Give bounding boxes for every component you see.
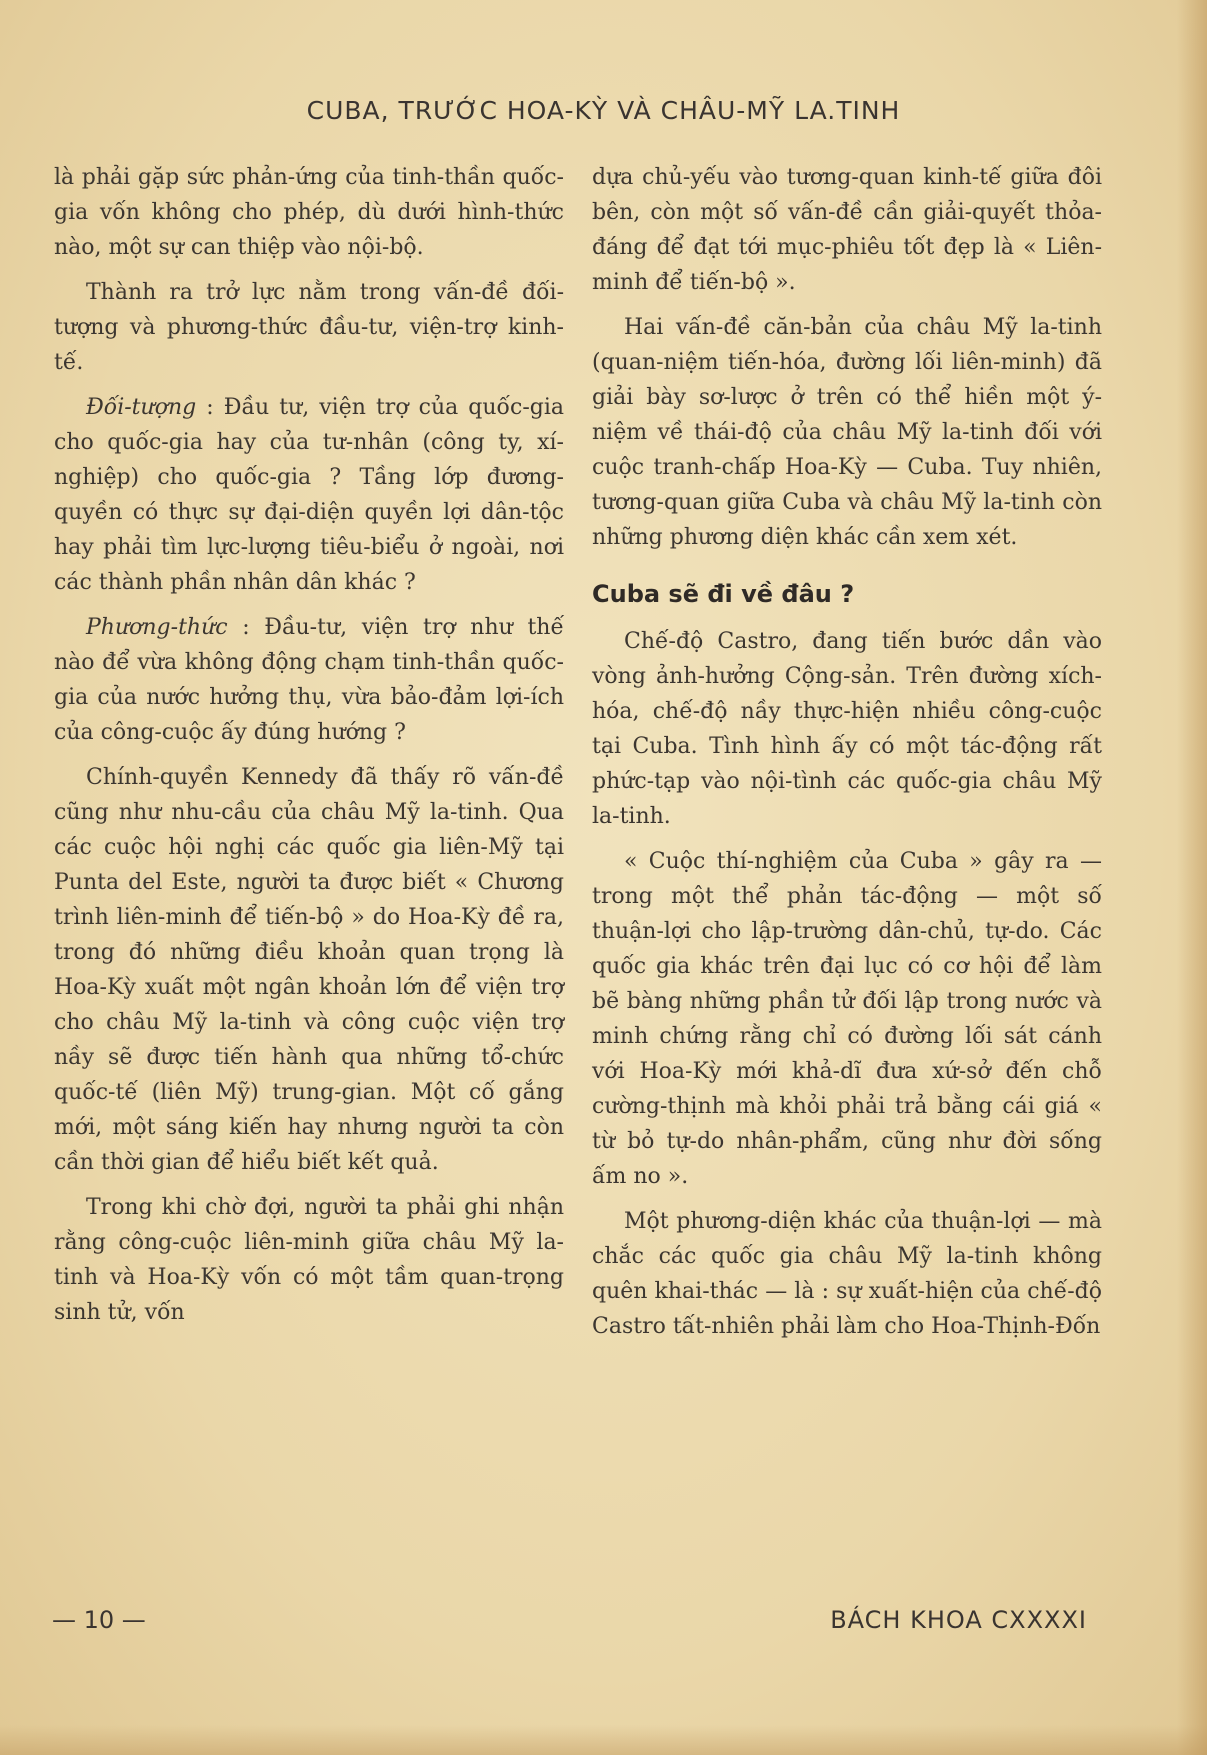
paragraph: Một phương-diện khác của thuận-lợi — mà chắc các quốc gia châu Mỹ la-tinh không quên khai-thác — là : sự xuất-hiện của chế-độ Castro tất-nhiên phải làm cho Hoa-Thịnh-Đốn bbox=[592, 1209, 1102, 1339]
paragraph: Trong khi chờ đợi, người ta phải ghi nhận rằng công-cuộc liên-minh giữa châu Mỹ la-tinh và Hoa-Kỳ vốn có một tầm quan-trọng sinh tử, vốn bbox=[54, 1195, 564, 1325]
page-edge-shadow-right bbox=[1177, 0, 1207, 1755]
paragraph: dựa chủ-yếu vào tương-quan kinh-tế giữa đôi bên, còn một số vấn-đề cần giải-quyết thỏa-đáng để đạt tới mục-phiêu tốt đẹp là « Liên-minh để tiến-bộ ». bbox=[592, 165, 1102, 295]
right-column bbox=[592, 160, 1102, 1354]
page-number: — 10 — bbox=[52, 1606, 146, 1634]
page-edge-shadow-bottom bbox=[0, 1725, 1207, 1755]
running-head: CUBA, TRƯỚC HOA-KỲ VÀ CHÂU-MỸ LA.TINH bbox=[306, 96, 901, 125]
section-heading: Cuba sẽ đi về đâu ? bbox=[592, 580, 855, 608]
paragraph: « Cuộc thí-nghiệm của Cuba » gây ra — trong một thể phản tác-động — một số thuận-lợi cho lập-trường dân-chủ, tự-do. Các quốc gia khác trên đại lục có cơ hội để làm bẽ bàng những phần tử đối lập trong nước và minh chứng rằng chỉ có đường lối sát cánh với Hoa-Kỳ mới khả-dĩ đưa xứ-sở đến chỗ cường-thịnh mà khỏi phải trả bằng cái giá « từ bỏ tự-do nhân-phẩm, cũng như đời sống ấm no ». bbox=[592, 849, 1102, 1189]
publication-title: BÁCH KHOA CXXXXI bbox=[830, 1606, 1087, 1634]
paragraph-text: : Đầu-tư, viện trợ như thế nào để vừa không động chạm tinh-thần quốc-gia của nước hưởng thụ, vừa bảo-đảm lợi-ích của công-cuộc ấy đúng hướng ? bbox=[54, 615, 564, 745]
paragraph: Chính-quyền Kennedy đã thấy rõ vấn-đề cũng như nhu-cầu của châu Mỹ la-tinh. Qua các cuộc hội nghị các quốc gia liên-Mỹ tại Punta del Este, người ta được biết « Chương trình liên-minh để tiến-bộ » do Hoa-Kỳ đề ra, trong đó những điều khoản quan trọng là Hoa-Kỳ xuất một ngân khoản lớn để viện trợ cho châu Mỹ la-tinh và công cuộc viện trợ nầy sẽ được tiến hành qua những tổ-chức quốc-tế (liên Mỹ) trung-gian. Một cố gắng mới, một sáng kiến hay nhưng người ta còn cần thời gian để hiểu biết kết quả. bbox=[54, 765, 564, 1175]
paragraph: Chế-độ Castro, đang tiến bước dần vào vòng ảnh-hưởng Cộng-sản. Trên đường xích-hóa, chế-độ nầy thực-hiện nhiều công-cuộc tại Cuba. Tình hình ấy có một tác-động rất phức-tạp vào nội-tình các quốc-gia châu Mỹ la-tinh. bbox=[592, 629, 1102, 829]
paragraph: Thành ra trở lực nằm trong vấn-đề đối-tượng và phương-thức đầu-tư, viện-trợ kinh-tế. bbox=[54, 280, 564, 375]
paragraph bbox=[54, 610, 564, 750]
paragraph-text: : Đầu tư, viện trợ của quốc-gia cho quốc-gia hay của tư-nhân (công ty, xí-nghiệp) cho quốc-gia ? Tầng lớp đương-quyền có thực sự đại-diện quyền lợi dân-tộc hay phải tìm lực-lượng tiêu-biểu ở ngoài, nơi các thành phần nhân dân khác ? bbox=[54, 395, 564, 595]
paragraph: Hai vấn-đề căn-bản của châu Mỹ la-tinh (quan-niệm tiến-hóa, đường lối liên-minh) đã giải bày sơ-lược ở trên có thể hiền một ý-niệm về thái-độ của châu Mỹ la-tinh đối với cuộc tranh-chấp Hoa-Kỳ — Cuba. Tuy nhiên, tương-quan giữa Cuba và châu Mỹ la-tinh còn những phương diện khác cần xem xét. bbox=[592, 315, 1102, 550]
paragraph bbox=[54, 390, 564, 600]
paragraph: là phải gặp sức phản-ứng của tinh-thần quốc-gia vốn không cho phép, dù dưới hình-thức nào, một sự can thiệp vào nội-bộ. bbox=[54, 165, 564, 260]
left-column bbox=[54, 160, 564, 1340]
term-label: Đối-tượng bbox=[86, 395, 197, 420]
term-label: Phương-thức bbox=[86, 615, 228, 640]
